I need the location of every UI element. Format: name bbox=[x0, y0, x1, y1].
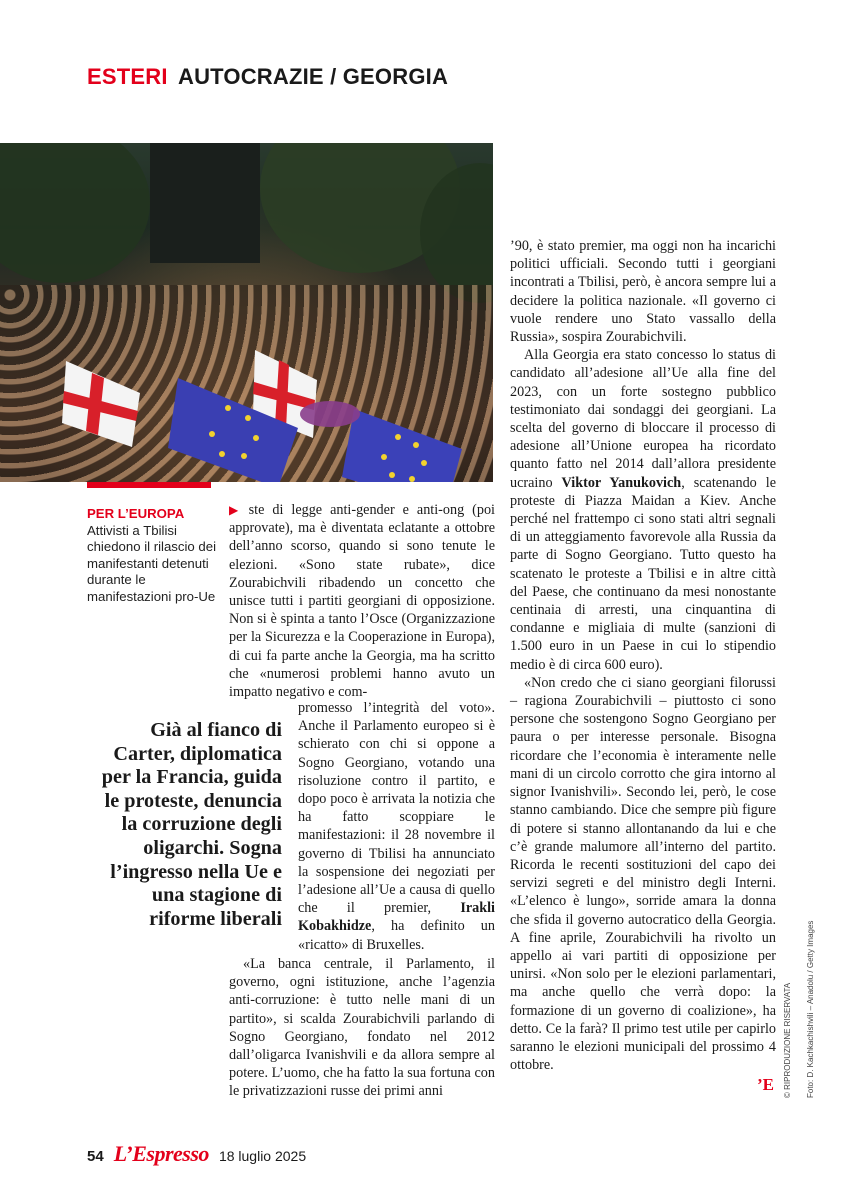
topic-label: AUTOCRAZIE / GEORGIA bbox=[177, 64, 449, 89]
caption-title: PER L’EUROPA bbox=[87, 506, 185, 521]
page-number: 54 bbox=[87, 1148, 104, 1165]
paragraph: Alla Georgia era stato concesso lo status di candidato all’adesione all’Ue alla fine del 2023, con un forte sostegno pubblico testimoniato dai sondaggi dei georgiani. La scelta del governo di bloccare il processo di adesione all’Unione europea ha ricordato quanto fatto nel 2014 dall’allora presidente ucraino bbox=[510, 347, 776, 491]
rights-credit: © RIPRODUZIONE RISERVATA bbox=[783, 982, 792, 1098]
paragraph: , scatenando le proteste di Piazza Maidan a Kiev. Anche perché nel frattempo ci sono stati altri segnali di un atteggiamento favorevole alla Russia da parte di Sogno Georgiano. Tutto questo ha scatenato le proteste a Tbilisi e in altre città del Paese, che continuano da mesi nonostante centinaia di arresti, una cinquantina di condanne e migliaia di multe (sanzioni di 1.500 euro in un Paese in cui lo stipendio medio è di circa 600 euro). bbox=[510, 474, 776, 673]
page-footer bbox=[87, 1141, 306, 1167]
pull-quote: Già al fianco di Carter, diplomatica per la Francia, guida le proteste, denuncia la corruzione degli oligarchi. Sogna l’ingresso nella Ue e una stagione di riforme liberali bbox=[101, 719, 282, 930]
section-header bbox=[87, 64, 448, 90]
section-label: ESTERI bbox=[87, 64, 168, 89]
caption-text: Attivisti a Tbilisi chiedono il rilascio dei manifestanti detenuti durante le manifestazioni pro-Ue bbox=[87, 522, 217, 604]
eu-flag-icon bbox=[168, 378, 298, 482]
georgian-flag-icon bbox=[62, 353, 142, 448]
person-name: Viktor Yanukovich bbox=[561, 474, 682, 491]
issue-date: 18 luglio 2025 bbox=[218, 1148, 307, 1164]
paragraph: ste di legge anti-gender e anti-ong (poi approvate), ma è diventata eclatante a ottobre dell’anno scorso, quando si sono tenute le elezioni. «Sono state rubate», dice Zourabichvili ribadendo un concetto che unisce tutti i partiti georgiani di opposizione. Non si è spinta a tanto l’Osce (Organizzazione per la Sicurezza e la Cooperazione in Europa), di cui fa parte anche la Georgia, ma ha scritto che «numerosi problemi hanno avuto un impatto negativo e com- bbox=[229, 502, 495, 701]
paragraph: «La banca centrale, il Parlamento, il governo, ogni istituzione, anche l’agenzia anti-corruzione: è tutto nelle mani di un partito», si scalda Zourabichvili parlando di Sogno Georgiano, fondato nel 2012 dall’oligarca Ivanishvili e da allora sempre al potere. L’uomo, che ha fatto la sua fortuna con le privatizzazioni russe dei primi anni bbox=[229, 956, 495, 1100]
eu-flag-icon bbox=[342, 409, 462, 482]
article-column-b bbox=[510, 237, 776, 1074]
paragraph-end: , ha definito un «ricatto» di Bruxelles. bbox=[298, 918, 495, 953]
end-mark: ’E bbox=[757, 1075, 774, 1094]
photo-caption bbox=[87, 506, 217, 606]
photo-credit: Foto: D. Kachkachishvili – Anadolu / Getty Images bbox=[806, 920, 815, 1098]
paragraph: promesso l’integrità del voto». Anche il Parlamento europeo si è schierato con chi si oppone a Sogno Georgiano, votando una risoluzione contro il partito, e dopo poco è arrivata la notizia che ha fatto scoppiare le manifestazioni: il 28 novembre il governo di Tbilisi ha annunciato la sospensione dei negoziati per l’adesione all’Ue a causa di quello che il premier, bbox=[298, 700, 495, 917]
caption-rule bbox=[87, 482, 211, 488]
article-column-a-top bbox=[229, 501, 495, 701]
masthead-logo: L’Espresso bbox=[113, 1141, 209, 1166]
article-column-a-mid bbox=[298, 699, 495, 954]
paragraph: ’90, è stato premier, ma oggi non ha incarichi politici ufficiali. Secondo tutti i georgiani incontrati a Tbilisi, però, è ancora sempre lui a decidere la politica nazionale. «Il governo ci vuole rendere uno Stato vassallo della Russia», sospira Zourabichvili. bbox=[510, 238, 776, 346]
continue-arrow-icon: ▶ bbox=[229, 503, 243, 517]
person-name: Irakli Kobakhidze bbox=[298, 900, 495, 935]
article-column-a-bottom bbox=[229, 955, 495, 1101]
paragraph: «Non credo che ci siano georgiani filorussi – ragiona Zourabichvili – piuttosto ci sono persone che sostengono Sogno Georgiano per paura o per interesse personale. Bisogna ricordare che l’economia è interamente nelle mani di un circolo corrotto che gira intorno al signor Ivanishvili». Secondo lei, però, le cose stanno cambiando. Dice che sempre più figure di potere si stanno allontanando da lui e che c’è grande malumore all’interno del partito. Ricorda le recenti sostituzioni del capo dei servizi segreti e del ministro degli Interni. «L’elenco è lungo», sorride amara la donna che sfida il governo autocratico della Georgia. A fine aprile, Zourabichvili ha rivolto un appello ai vari partiti di opposizione per unirsi. «Non solo per le elezioni parlamentari, ma anche quello che verrà dopo: la formazione di un governo di coalizione», ha detto. Ce la farà? Il primo test utile per capirlo saranno le elezioni municipali del prossimo 4 ottobre. bbox=[510, 674, 776, 1074]
article-photo bbox=[0, 143, 493, 482]
